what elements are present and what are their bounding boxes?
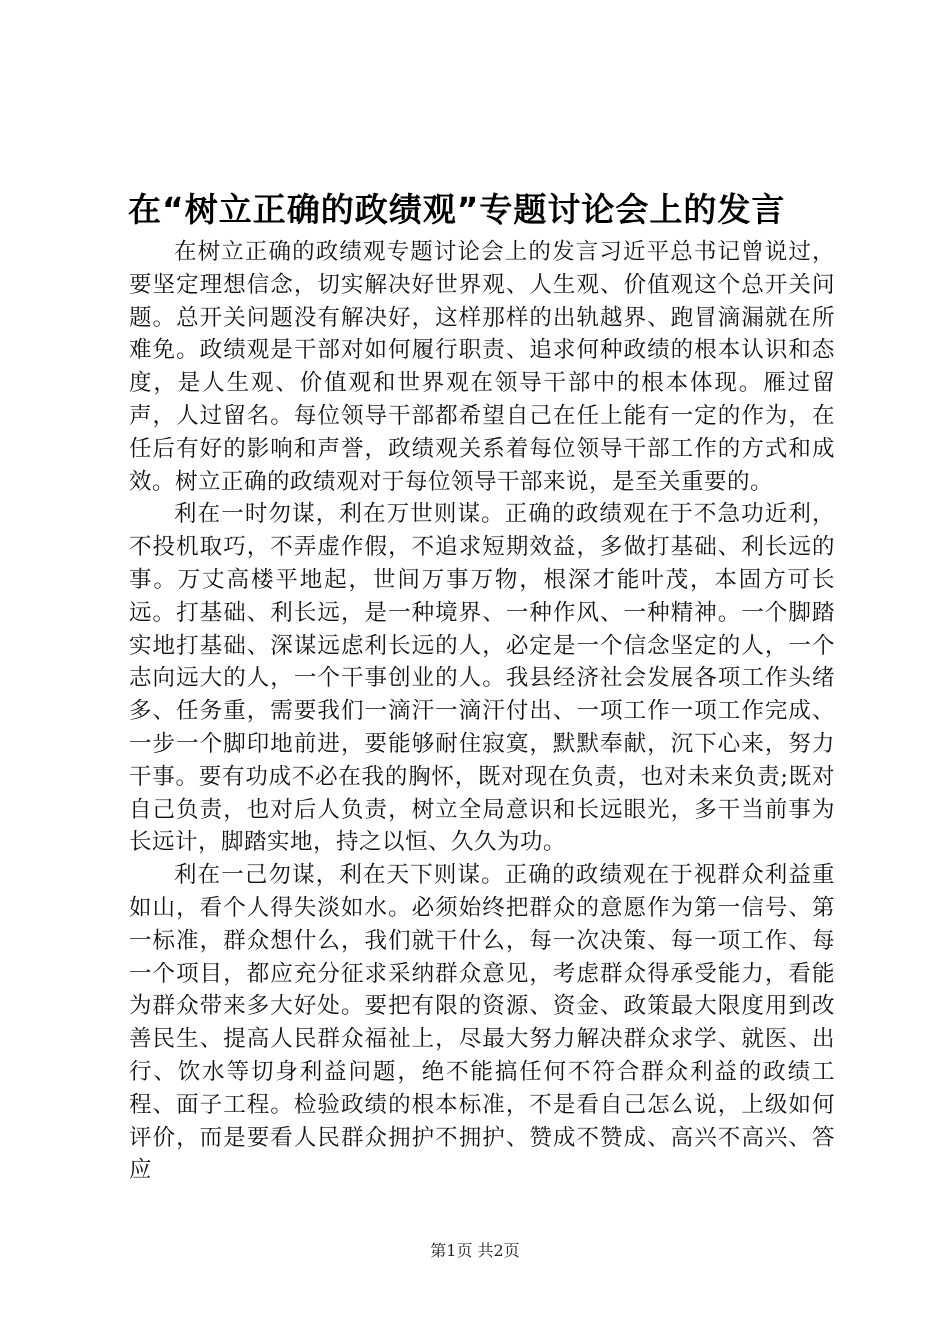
- paragraph-3: 利在一己勿谋，利在天下则谋。正确的政绩观在于视群众利益重如山，看个人得失淡如水。必须始终把群众的意愿作为第一信号、第一标准，群众想什么，我们就干什么，每一次决策、每一项工作、每一个项目，都应充分征求采纳群众意见，考虑群众得承受能力，看能为群众带来多大好处。要把有限的资源、资金、政策最大限度用到改善民生、提高人民群众福祉上，尽最大努力解决群众求学、就医、出行、饮水等切身利益问题，绝不能搞任何不符合群众利益的政绩工程、面子工程。检验政绩的根本标准，不是看自己怎么说，上级如何评价，而是要看人民群众拥护不拥护、赞成不赞成、高兴不高兴、答应: [129, 862, 835, 1184]
- paragraph-2: 利在一时勿谋，利在万世则谋。正确的政绩观在于不急功近利，不投机取巧，不弄虚作假，不追求短期效益，多做打基础、利长远的事。万丈高楼平地起，世间万事万物，根深才能叶茂，本固方可长远。打基础、利长远，是一种境界、一种作风、一种精神。一个脚踏实地打基础、深谋远虑利长远的人，必定是一个信念坚定的人，一个志向远大的人，一个干事创业的人。我县经济社会发展各项工作头绪多、任务重，需要我们一滴汗一滴汗付出、一项工作一项工作完成、一步一个脚印地前进，要能够耐住寂寞，默默奉献，沉下心来，努力干事。要有功成不必在我的胸怀，既对现在负责，也对未来负责;既对自己负责，也对后人负责，树立全局意识和长远眼光，多干当前事为长远计，脚踏实地，持之以恒、久久为功。: [129, 501, 835, 856]
- document-body: [129, 236, 835, 1187]
- page-footer: [0, 1239, 950, 1263]
- paragraph-1: 在树立正确的政绩观专题讨论会上的发言习近平总书记曾说过，要坚定理想信念，切实解决好世界观、人生观、价值观这个总开关问题。总开关问题没有解决好，这样那样的出轨越界、跑冒滴漏就在所难免。政绩观是干部对如何履行职责、追求何种政绩的根本认识和态度，是人生观、价值观和世界观在领导干部中的根本体现。雁过留声，人过留名。每位领导干部都希望自己在任上能有一定的作为，在任后有好的影响和声誉，政绩观关系着每位领导干部工作的方式和成效。树立正确的政绩观对于每位领导干部来说，是至关重要的。: [129, 239, 835, 495]
- document-title: 在“树立正确的政绩观”专题讨论会上的发言: [128, 190, 786, 229]
- page-number: 第1页 共2页: [430, 1241, 520, 1260]
